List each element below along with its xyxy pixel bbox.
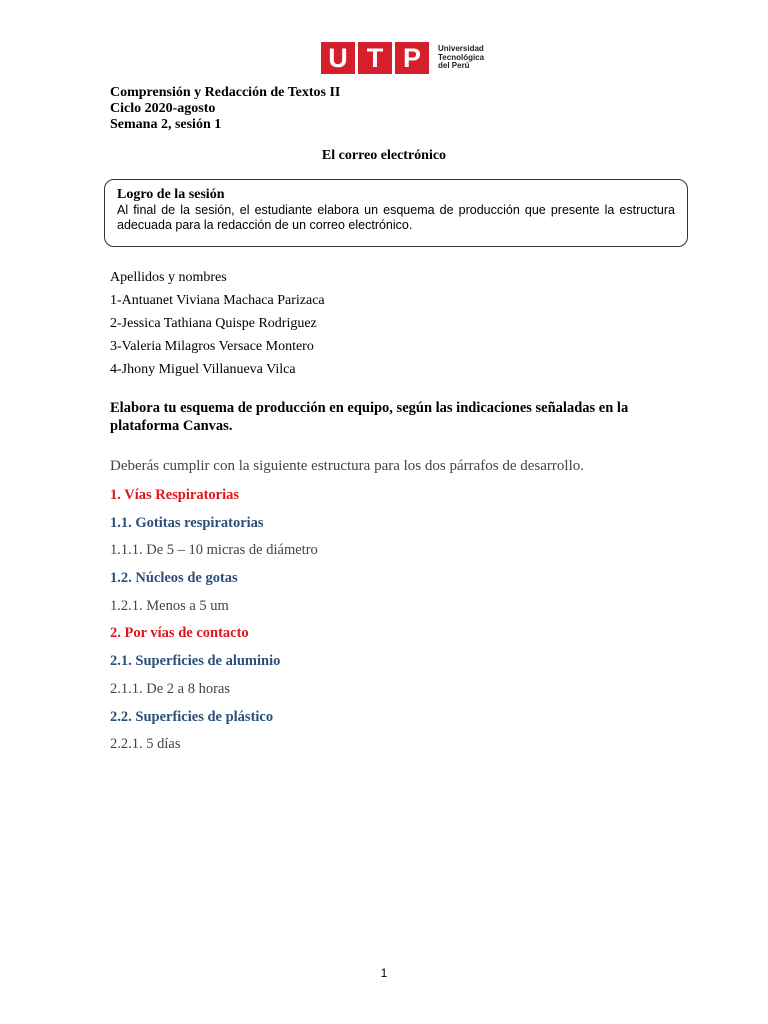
- document-header: [110, 85, 340, 133]
- logo-line-3: del Perú: [438, 61, 470, 71]
- outline-item-level-1: 1. Vías Respiratorias: [110, 487, 240, 503]
- outline-item-level-2: 2.2. Superficies de plástico: [110, 708, 274, 725]
- logo-letter-p: P: [395, 42, 429, 74]
- team-members: [110, 270, 325, 385]
- outline-item-level-3: 1.2.1. Menos a 5 um: [110, 597, 229, 614]
- outline-item-level-3: 2.1.1. De 2 a 8 horas: [110, 680, 231, 697]
- cycle-label: Ciclo 2020-agosto: [110, 101, 216, 116]
- outline-item-level-3: 1.1.1. De 5 – 10 micras de diámetro: [110, 542, 318, 559]
- session-goal-title: Logro de la sesión: [117, 187, 225, 202]
- outline-item-level-2: 1.2. Núcleos de gotas: [110, 570, 238, 587]
- production-outline: [110, 486, 318, 763]
- utp-logo: [321, 42, 484, 74]
- document-title: El correo electrónico: [321, 148, 447, 163]
- logo-letter-t: T: [358, 42, 392, 74]
- outline-item-level-3: 2.2.1. 5 días: [110, 736, 181, 753]
- logo-university-name: [438, 45, 484, 71]
- outline-item-level-1: 2. Por vías de contacto: [110, 625, 249, 642]
- week-session-label: Semana 2, sesión 1: [110, 117, 222, 132]
- session-goal-box: [104, 179, 688, 247]
- outline-item-level-2: 2.1. Superficies de aluminio: [110, 653, 281, 670]
- member-name: 2-Jessica Tathiana Quispe Rodriguez: [110, 316, 317, 331]
- page-number: 1: [380, 966, 388, 980]
- intro-text: Deberás cumplir con la siguiente estructura para los dos párrafos de desarrollo.: [110, 458, 584, 474]
- member-name: 1-Antuanet Viviana Machaca Parizaca: [110, 293, 325, 308]
- logo-line-1: Universidad: [438, 44, 484, 54]
- instruction-text: Elabora tu esquema de producción en equipo, según las indicaciones señaladas en la plataforma Canvas.: [110, 400, 629, 434]
- course-name: Comprensión y Redacción de Textos II: [110, 85, 341, 100]
- members-label: Apellidos y nombres: [110, 270, 227, 285]
- logo-line-2: Tecnológica: [438, 52, 485, 62]
- session-goal-text: Al final de la sesión, el estudiante elabora un esquema de producción que presente la estructura adecuada para la redacción de un correo electrónico.: [117, 203, 675, 232]
- member-name: 3-Valeria Milagros Versace Montero: [110, 339, 314, 354]
- logo-letter-u: U: [321, 42, 355, 74]
- member-name: 4-Jhony Miguel Villanueva Vilca: [110, 362, 296, 377]
- outline-item-level-2: 1.1. Gotitas respiratorias: [110, 514, 264, 531]
